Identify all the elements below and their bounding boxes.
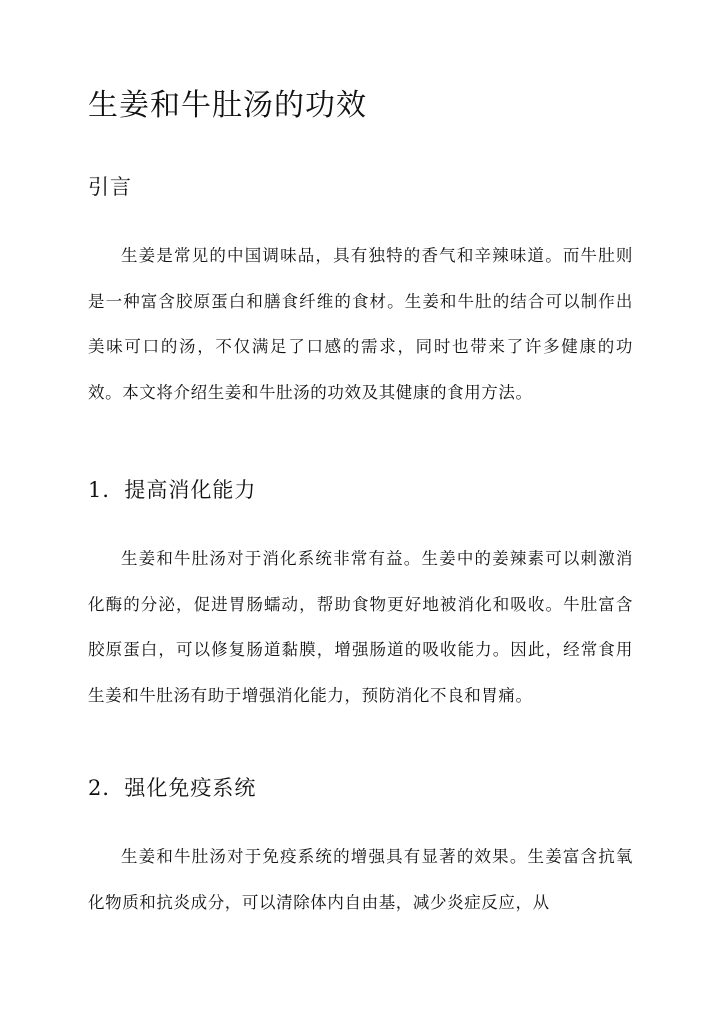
section-1-paragraph: 生姜和牛肚汤对于消化系统非常有益。生姜中的姜辣素可以刺激消化酶的分泌，促进胃肠蠕动，帮助食物更好地被消化和吸收。牛肚富含胶原蛋白，可以修复肠道黏膜，增强肠道的吸收能力。因此，经常食用生姜和牛肚汤有助于增强消化能力，预防消化不良和胃痛。 [88,549,633,705]
page-title: 生姜和牛肚汤的功效 [88,88,367,123]
section-1-heading: 1．提高消化能力 [88,478,257,502]
section-2-heading: 2．强化免疫系统 [88,776,257,800]
section-2-paragraph: 生姜和牛肚汤对于免疫系统的增强具有显著的效果。生姜富含抗氧化物质和抗炎成分，可以清除体内自由基，减少炎症反应，从 [88,847,633,912]
intro-paragraph: 生姜是常见的中国调味品，具有独特的香气和辛辣味道。而牛肚则是一种富含胶原蛋白和膳食纤维的食材。生姜和牛肚的结合可以制作出美味可口的汤，不仅满足了口感的需求，同时也带来了许多健康的功效。本文将介绍生姜和牛肚汤的功效及其健康的食用方法。 [88,246,633,402]
intro-heading: 引言 [88,175,132,199]
